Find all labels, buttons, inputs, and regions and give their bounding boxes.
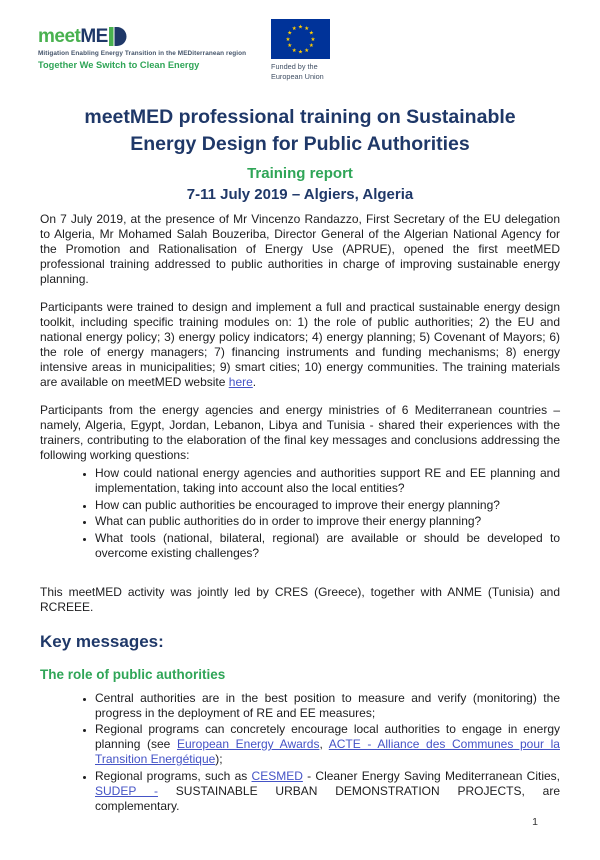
svg-text:★: ★ — [298, 24, 303, 31]
svg-text:★: ★ — [287, 30, 293, 37]
report-subtitle: Training report — [247, 164, 353, 182]
document-body — [40, 212, 560, 827]
link-sudep[interactable]: SUDEP - — [95, 783, 158, 798]
svg-text:★: ★ — [287, 43, 293, 50]
question-item: • How could national energy agencies and authorities support RE and EE planning and implementation, taking into account also the local entities? — [95, 466, 560, 496]
question-item: • What tools (national, bilateral, regional) are available or should be developed to overcome existing challenges? — [95, 531, 560, 561]
key-message-list — [40, 691, 560, 814]
logo-d-icon — [109, 27, 127, 46]
svg-text:★: ★ — [291, 26, 297, 32]
question-item: • What can public authorities do in order to improve their energy planning? — [95, 514, 560, 529]
eu-caption-line1: Funded by the — [271, 62, 318, 71]
title-block — [40, 104, 560, 203]
question-item: • How can public authorities be encouraged to improve their energy planning? — [95, 498, 560, 513]
link-cesmed[interactable]: CESMED — [251, 768, 303, 783]
question-list — [40, 466, 560, 561]
logo-meet-text: meet — [38, 26, 81, 47]
paragraph-activity-lead: This meetMED activity was jointly led by CRES (Greece), together with ANME (Tunisia) and RCREEE. — [40, 584, 560, 614]
svg-text:★: ★ — [304, 26, 310, 32]
svg-text:★: ★ — [285, 36, 291, 43]
date-location: 7-11 July 2019 – Algiers, Algeria — [186, 185, 414, 203]
document-title-line1: meetMED professional training on Sustainable — [84, 106, 516, 128]
link-european-energy-awards[interactable]: European Energy Awards — [176, 737, 320, 752]
page-number: 1 — [532, 816, 538, 828]
logo-slogan: Together We Switch to Clean Energy — [38, 60, 200, 70]
svg-text:★: ★ — [308, 30, 314, 37]
paragraph-training-modules: Participants were trained to design and implement a full and practical sustainable energy design toolkit, including specific training modules on: 1) the role of public authorities; 2) the EU and national energy policy; 3) energy policy indicators; 4) energy planning; 5) Covenant of Mayors; 6) the role of energy managers; 7) financing instruments and funding mechanisms; 8) energy intensive areas in municipalities; 9) smart cities; 10) energy communities. The training materials are available on meetMED website here. — [40, 300, 560, 389]
logo-med-text: ME — [80, 26, 108, 47]
logo-tagline: Mitigation Enabling Energy Transition in the MEDiterranean region — [38, 50, 247, 57]
link-here[interactable]: here — [228, 375, 253, 389]
svg-text:★: ★ — [304, 47, 310, 54]
eu-flag-icon — [271, 19, 330, 59]
eu-funding-block — [271, 19, 330, 82]
key-message-item: • Central authorities are in the best position to measure and verify (monitoring) the progress in the deployment of RE and EE measures; — [95, 691, 560, 721]
key-message-item: • Regional programs can concretely encourage local authorities to engage in energy planning (see European Energy Awards, ACTE - Alliance des Communes pour la Transition Energétique); — [95, 722, 560, 767]
paragraph-opening: On 7 July 2019, at the presence of Mr Vincenzo Randazzo, First Secretary of the EU delegation to Algeria, Mr Mohamed Salah Bouzeriba, Director General of the Algerian National Agency for the Promotion and Rationalisation of Energy Use (APRUE), opened the first meetMED professional training addressed to public authorities in charge of improving sustainable energy planning. — [40, 212, 560, 286]
key-message-item: • Regional programs, such as CESMED - Cleaner Energy Saving Mediterranean Cities, SUDEP - SUSTAINABLE URBAN DEMONSTRATION PROJECTS, are complementary. — [95, 769, 560, 814]
eu-flag-caption — [271, 62, 330, 82]
key-messages-heading: Key messages: — [40, 631, 164, 651]
link-acte[interactable]: ACTE - Alliance des Communes pour la Transition Energétique — [95, 737, 560, 767]
logo-wordmark — [38, 27, 246, 46]
paragraph-participants: Participants from the energy agencies and energy ministries of 6 Mediterranean countries – namely, Algeria, Egypt, Jordan, Lebanon, Libya and Tunisia - shared their experiences with the trainers, contributing to the elaboration of the final key messages and conclusions addressing the following working questions: — [40, 403, 560, 462]
svg-text:★: ★ — [308, 43, 314, 50]
svg-text:★: ★ — [298, 49, 303, 56]
svg-text:★: ★ — [291, 47, 297, 54]
meetmed-logo — [38, 27, 246, 70]
section-heading-public-authorities: The role of public authorities — [40, 666, 226, 682]
document-title-line2: Energy Design for Public Authorities — [130, 132, 470, 155]
document-title — [40, 104, 560, 158]
svg-text:★: ★ — [310, 36, 316, 43]
eu-caption-line2: European Union — [271, 71, 324, 81]
